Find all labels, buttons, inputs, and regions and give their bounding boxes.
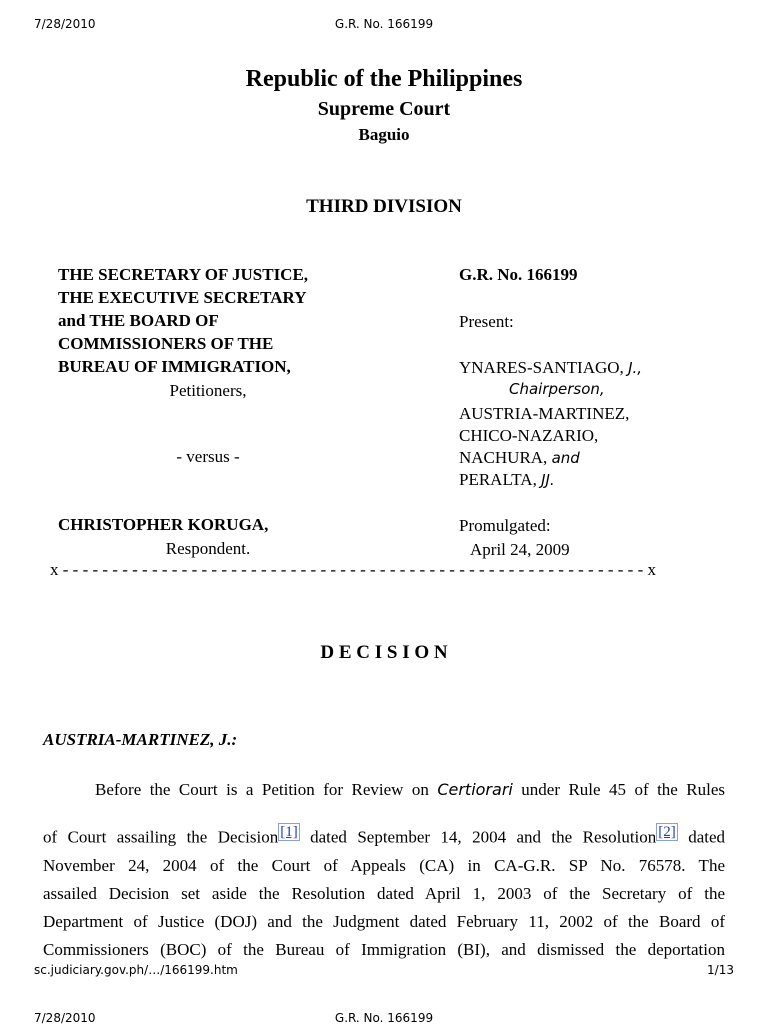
print-date: 7/28/2010 bbox=[34, 17, 96, 31]
justice-line-4 bbox=[459, 446, 580, 470]
jj-title: JJ. bbox=[541, 471, 555, 489]
court-heading: Supreme Court bbox=[317, 98, 451, 120]
paragraph-line: Before the Court is a Petition for Review on Certiorari under Rule 45 of the Rules bbox=[95, 780, 726, 799]
justice-title: J., bbox=[628, 359, 643, 377]
paragraph-line: November 24, 2004 of the Court of Appeals (CA) in CA-G.R. SP No. 76578. The bbox=[43, 855, 725, 875]
decision-paragraph bbox=[43, 776, 725, 964]
chairperson-label: Chairperson, bbox=[509, 380, 605, 398]
justice-line-2: AUSTRIA-MARTINEZ, bbox=[459, 404, 630, 423]
next-print-date: 7/28/2010 bbox=[34, 1011, 96, 1025]
promulgated-label: Promulgated: bbox=[459, 516, 551, 535]
justice-line-1 bbox=[459, 356, 642, 380]
footnote-link-2[interactable]: [2] bbox=[658, 824, 676, 840]
division-heading: THIRD DIVISION bbox=[306, 196, 462, 217]
promulgated-date: April 24, 2009 bbox=[470, 540, 570, 559]
petitioner-line: BUREAU OF IMMIGRATION, bbox=[58, 357, 291, 376]
decision-heading: D E C I S I O N bbox=[320, 642, 448, 663]
footer-url: sc.judiciary.gov.ph/…/166199.htm bbox=[34, 963, 238, 977]
justice-line-3: CHICO-NAZARIO, bbox=[459, 426, 599, 445]
ponente: AUSTRIA-MARTINEZ, J.: bbox=[43, 730, 238, 749]
republic-heading: Republic of the Philippines bbox=[245, 66, 523, 92]
petitioners-block bbox=[58, 263, 378, 378]
print-case-ref: G.R. No. 166199 bbox=[334, 17, 434, 31]
justice-name: PERALTA, bbox=[459, 470, 537, 489]
justice-name: NACHURA, bbox=[459, 448, 548, 467]
certiorari-term: Certiorari bbox=[437, 780, 513, 799]
paragraph-line: Commissioners (BOC) of the Bureau of Immigration (BI), and dismissed the deportation bbox=[43, 939, 725, 959]
petitioner-line: THE EXECUTIVE SECRETARY bbox=[58, 288, 307, 307]
present-label: Present: bbox=[459, 312, 514, 331]
versus-label: - versus - bbox=[176, 447, 240, 466]
and-word: and bbox=[551, 449, 580, 467]
petitioner-line: and THE BOARD OF bbox=[58, 311, 219, 330]
gr-number: G.R. No. 166199 bbox=[459, 265, 578, 284]
caption-separator: x - - - - - - - - - - - - - - - - - - - - - - - - - - - - - - - - - - - - - - - - - - - - - - - - - - - - - - - - - - - x bbox=[50, 560, 657, 579]
justice-name: YNARES-SANTIAGO, bbox=[459, 358, 624, 377]
paragraph-line: Department of Justice (DOJ) and the Judgment dated February 11, 2002 of the Board of bbox=[43, 911, 725, 931]
petitioners-role: Petitioners, bbox=[169, 381, 247, 400]
respondent-name: CHRISTOPHER KORUGA, bbox=[58, 515, 269, 534]
next-print-case-ref: G.R. No. 166199 bbox=[334, 1011, 434, 1025]
footnote-link-1[interactable]: [1] bbox=[280, 824, 298, 840]
city-heading: Baguio bbox=[358, 125, 410, 144]
petitioner-line: THE SECRETARY OF JUSTICE, bbox=[58, 265, 309, 284]
justice-line-5 bbox=[459, 468, 555, 492]
respondent-role: Respondent. bbox=[165, 539, 251, 558]
petitioner-line: COMMISSIONERS OF THE bbox=[58, 334, 274, 353]
paragraph-line: of Court assailing the Decision [1] dated September 14, 2004 and the Resolution [2] dated bbox=[43, 824, 726, 847]
footer-page-number: 1/13 bbox=[707, 963, 734, 977]
paragraph-line: assailed Decision set aside the Resolution dated April 1, 2003 of the Secretary of the bbox=[43, 883, 725, 903]
